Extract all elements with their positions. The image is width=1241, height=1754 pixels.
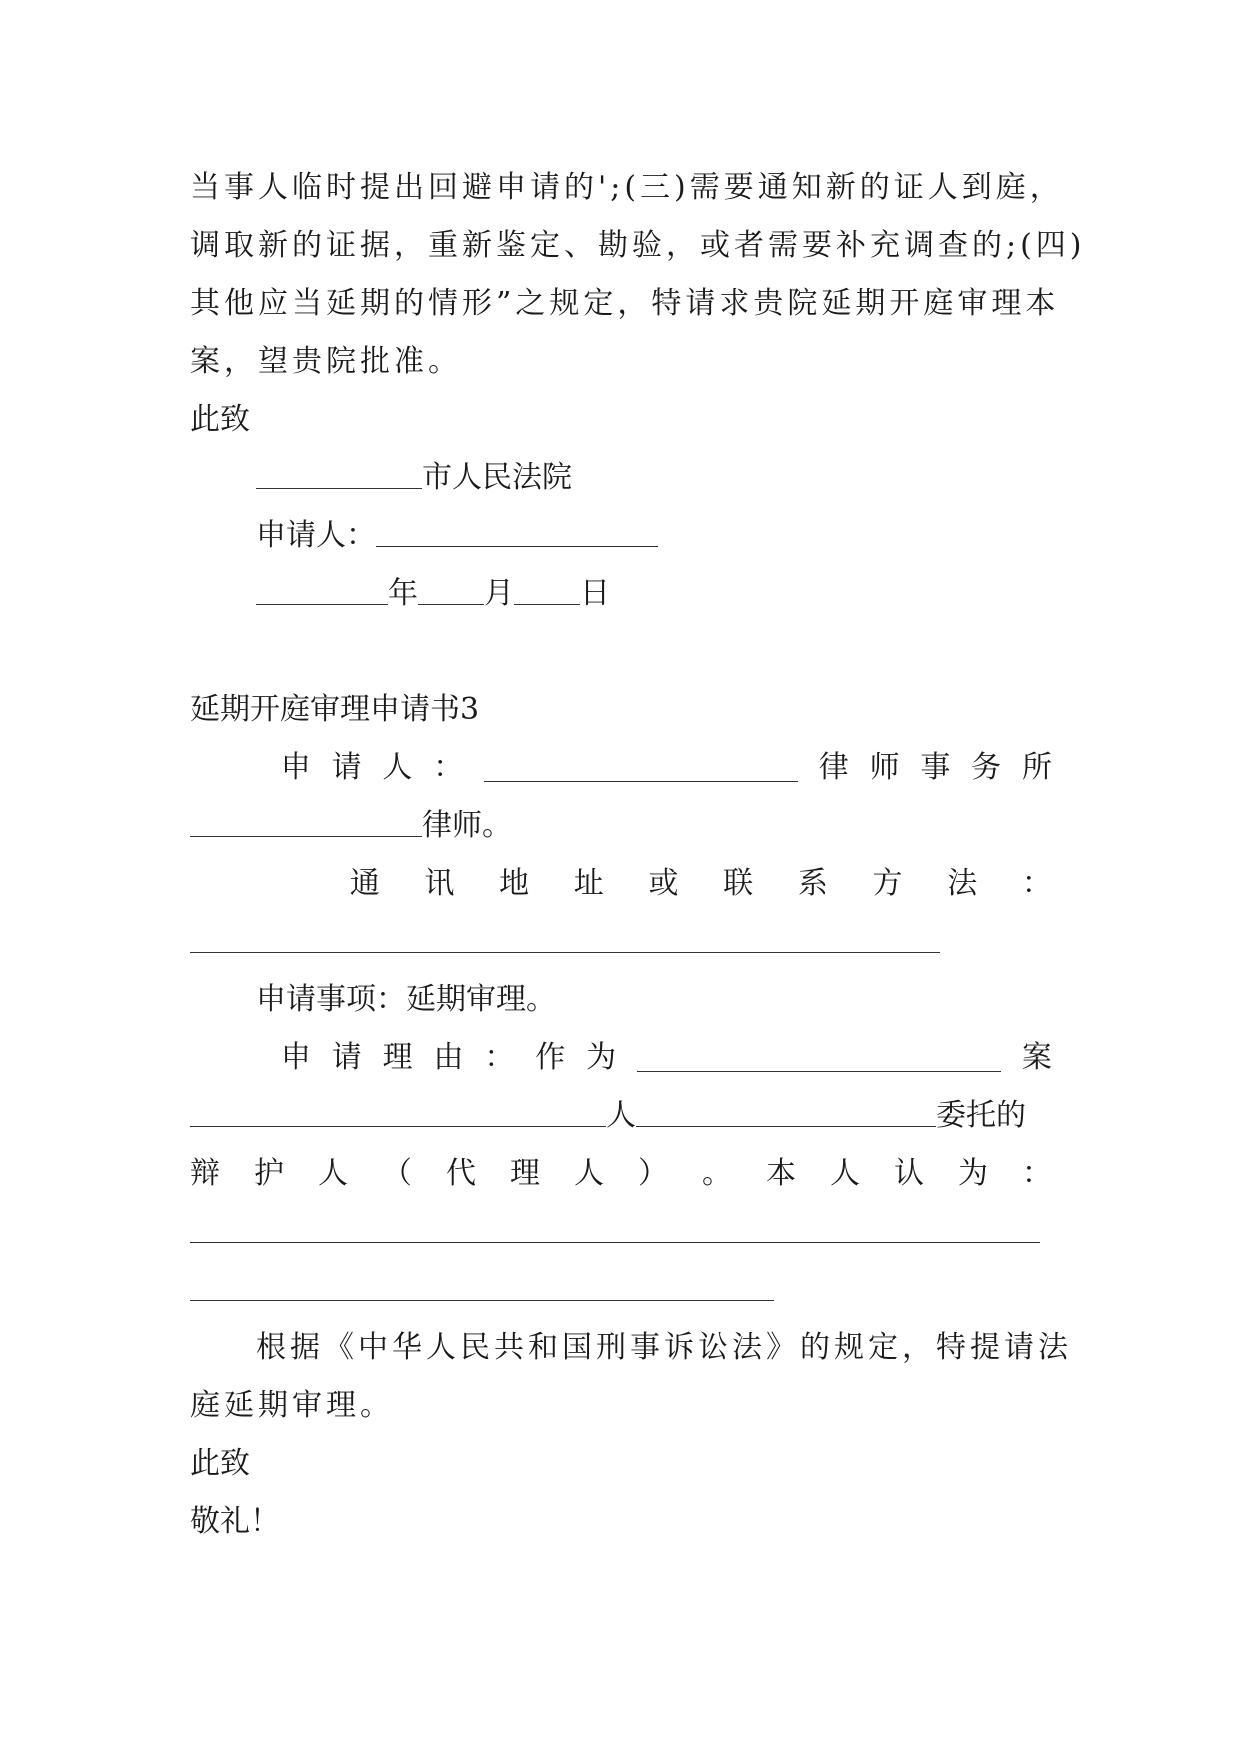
char: 本: [766, 1156, 796, 1191]
matter-line: 申请事项：延期审理。: [256, 982, 556, 1017]
lawyer-line: [190, 806, 512, 846]
char: 作: [535, 1040, 566, 1075]
month-blank[interactable]: [418, 578, 484, 605]
day-label: 日: [580, 576, 610, 611]
court-name-blank[interactable]: [256, 462, 422, 489]
contact-blank[interactable]: [190, 952, 940, 953]
applicant-line: [256, 516, 658, 556]
paragraph-line: 案，望贵院批准。: [190, 344, 462, 379]
char: 申: [280, 750, 311, 785]
char: 请: [331, 750, 362, 785]
court-line: [256, 458, 572, 498]
case-blank[interactable]: [637, 1045, 1001, 1072]
char: 地: [499, 866, 530, 901]
char: 由: [433, 1040, 464, 1075]
char: 理: [382, 1040, 413, 1075]
char: 通: [349, 866, 380, 901]
char: 或: [648, 866, 679, 901]
char: 为: [586, 1040, 617, 1075]
char: 案: [1021, 1040, 1052, 1075]
closing: 敬礼！: [190, 1504, 280, 1539]
party-blank[interactable]: [190, 1100, 606, 1127]
char: 人: [830, 1156, 860, 1191]
paragraph-line: 当事人临时提出回避申请的';(三)需要通知新的证人到庭，: [190, 170, 1064, 205]
year-label: 年: [388, 576, 418, 611]
char: （: [382, 1156, 412, 1191]
char: 人: [574, 1156, 604, 1191]
opinion-blank-1[interactable]: [190, 1242, 1040, 1243]
char: 方: [872, 866, 903, 901]
char: 律: [818, 750, 849, 785]
reason-line: [190, 1038, 1052, 1078]
date-line: [256, 574, 610, 614]
entrust-label: 委托的: [936, 1098, 1026, 1133]
char: ：: [484, 1040, 515, 1075]
entrust-line: [190, 1096, 1026, 1136]
char: 址: [573, 866, 604, 901]
paragraph-line: 其他应当延期的情形”之规定，特请求贵院延期开庭审理本: [190, 286, 1060, 321]
day-blank[interactable]: [514, 578, 580, 605]
firm-name-blank[interactable]: [484, 755, 798, 782]
year-blank[interactable]: [256, 578, 388, 605]
char: 代: [446, 1156, 476, 1191]
applicant-firm-line: [190, 748, 1052, 788]
char: 认: [894, 1156, 924, 1191]
paragraph-line: 调取新的证据，重新鉴定、勘验，或者需要补充调查的;(四): [190, 228, 1086, 263]
char: 人: [318, 1156, 348, 1191]
char: 为: [958, 1156, 988, 1191]
contact-line: [190, 864, 1052, 904]
char: 法: [947, 866, 978, 901]
char: 所: [1021, 750, 1052, 785]
opinion-blank-2[interactable]: [190, 1300, 774, 1301]
char: 务: [971, 750, 1002, 785]
char: 人: [382, 750, 413, 785]
person-label: 人: [606, 1098, 636, 1133]
section-title: 延期开庭审理申请书3: [190, 692, 480, 727]
salutation: 此致: [190, 402, 250, 437]
basis-line: 根据《中华人民共和国刑事诉讼法》的规定，特提请法: [256, 1330, 1072, 1365]
char: 师: [869, 750, 900, 785]
court-suffix: 市人民法院: [422, 460, 572, 495]
char: ：: [1021, 866, 1052, 901]
char: 。: [702, 1156, 732, 1191]
char: 联: [723, 866, 754, 901]
char: 申: [280, 1040, 311, 1075]
char: ）: [638, 1156, 668, 1191]
char: ：: [1022, 1156, 1052, 1191]
char: ：: [433, 750, 464, 785]
applicant-label: 申请人：: [256, 518, 376, 553]
lawyer-name-blank[interactable]: [190, 810, 422, 837]
char: 辩: [190, 1156, 220, 1191]
lawyer-label: 律师。: [422, 808, 512, 843]
char: 理: [510, 1156, 540, 1191]
month-label: 月: [484, 576, 514, 611]
salutation: 此致: [190, 1446, 250, 1481]
basis-line: 庭延期审理。: [190, 1388, 394, 1423]
char: 事: [920, 750, 951, 785]
char: 护: [254, 1156, 284, 1191]
char: 讯: [424, 866, 455, 901]
defender-line: [190, 1154, 1052, 1194]
applicant-blank[interactable]: [376, 520, 658, 547]
char: 系: [797, 866, 828, 901]
char: 请: [331, 1040, 362, 1075]
client-blank[interactable]: [636, 1100, 936, 1127]
